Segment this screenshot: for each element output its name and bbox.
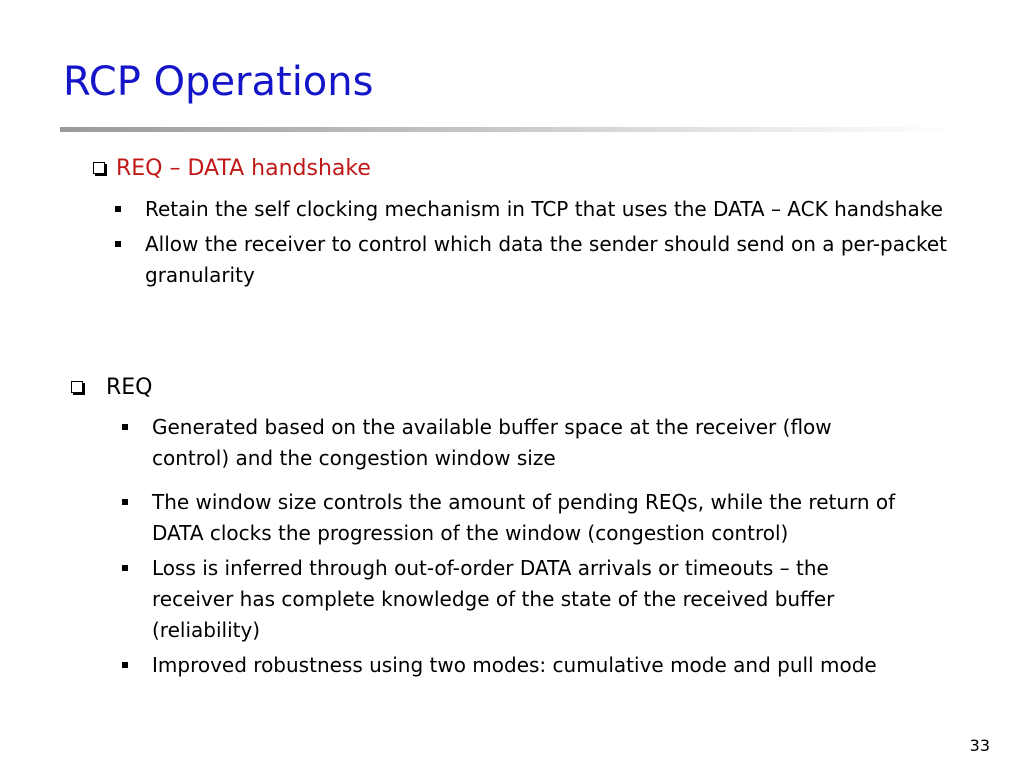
page-number: 33 [969, 736, 990, 755]
square-bullet-icon [115, 241, 121, 247]
bullet-list-handshake [115, 194, 965, 291]
section-heading [93, 154, 973, 184]
square-bullet-icon [122, 424, 128, 430]
hollow-square-bullet-icon [71, 381, 83, 393]
bullet-text: Generated based on the available buffer space at the receiver (flow control) and the congestion window size [152, 415, 832, 470]
list-item [115, 194, 965, 225]
list-item [122, 553, 912, 646]
bullet-text: Allow the receiver to control which data the sender should send on a per-packet granularity [145, 232, 947, 287]
list-item [122, 487, 912, 549]
list-item [122, 412, 912, 474]
square-bullet-icon [115, 206, 121, 212]
title-divider [60, 127, 960, 132]
section-req [71, 373, 951, 403]
slide-title: RCP Operations [63, 59, 374, 105]
bullet-list-req [122, 412, 912, 681]
section-req-data-handshake [93, 154, 973, 184]
square-bullet-icon [122, 499, 128, 505]
square-bullet-icon [122, 565, 128, 571]
list-item [122, 650, 912, 681]
bullet-text: Retain the self clocking mechanism in TCP that uses the DATA – ACK handshake [145, 197, 943, 221]
hollow-square-bullet-icon [93, 162, 105, 174]
list-item [115, 229, 965, 291]
bullet-text: The window size controls the amount of pending REQs, while the return of DATA clocks the progression of the window (congestion control) [152, 490, 896, 545]
section-heading [71, 373, 951, 403]
square-bullet-icon [122, 662, 128, 668]
bullet-text: Loss is inferred through out-of-order DATA arrivals or timeouts – the receiver has complete knowledge of the state of the received buffer (reliability) [152, 556, 835, 642]
bullet-text: Improved robustness using two modes: cumulative mode and pull mode [152, 653, 877, 677]
section-heading-text: REQ – DATA handshake [116, 156, 371, 181]
section-heading-text: REQ [106, 375, 153, 400]
